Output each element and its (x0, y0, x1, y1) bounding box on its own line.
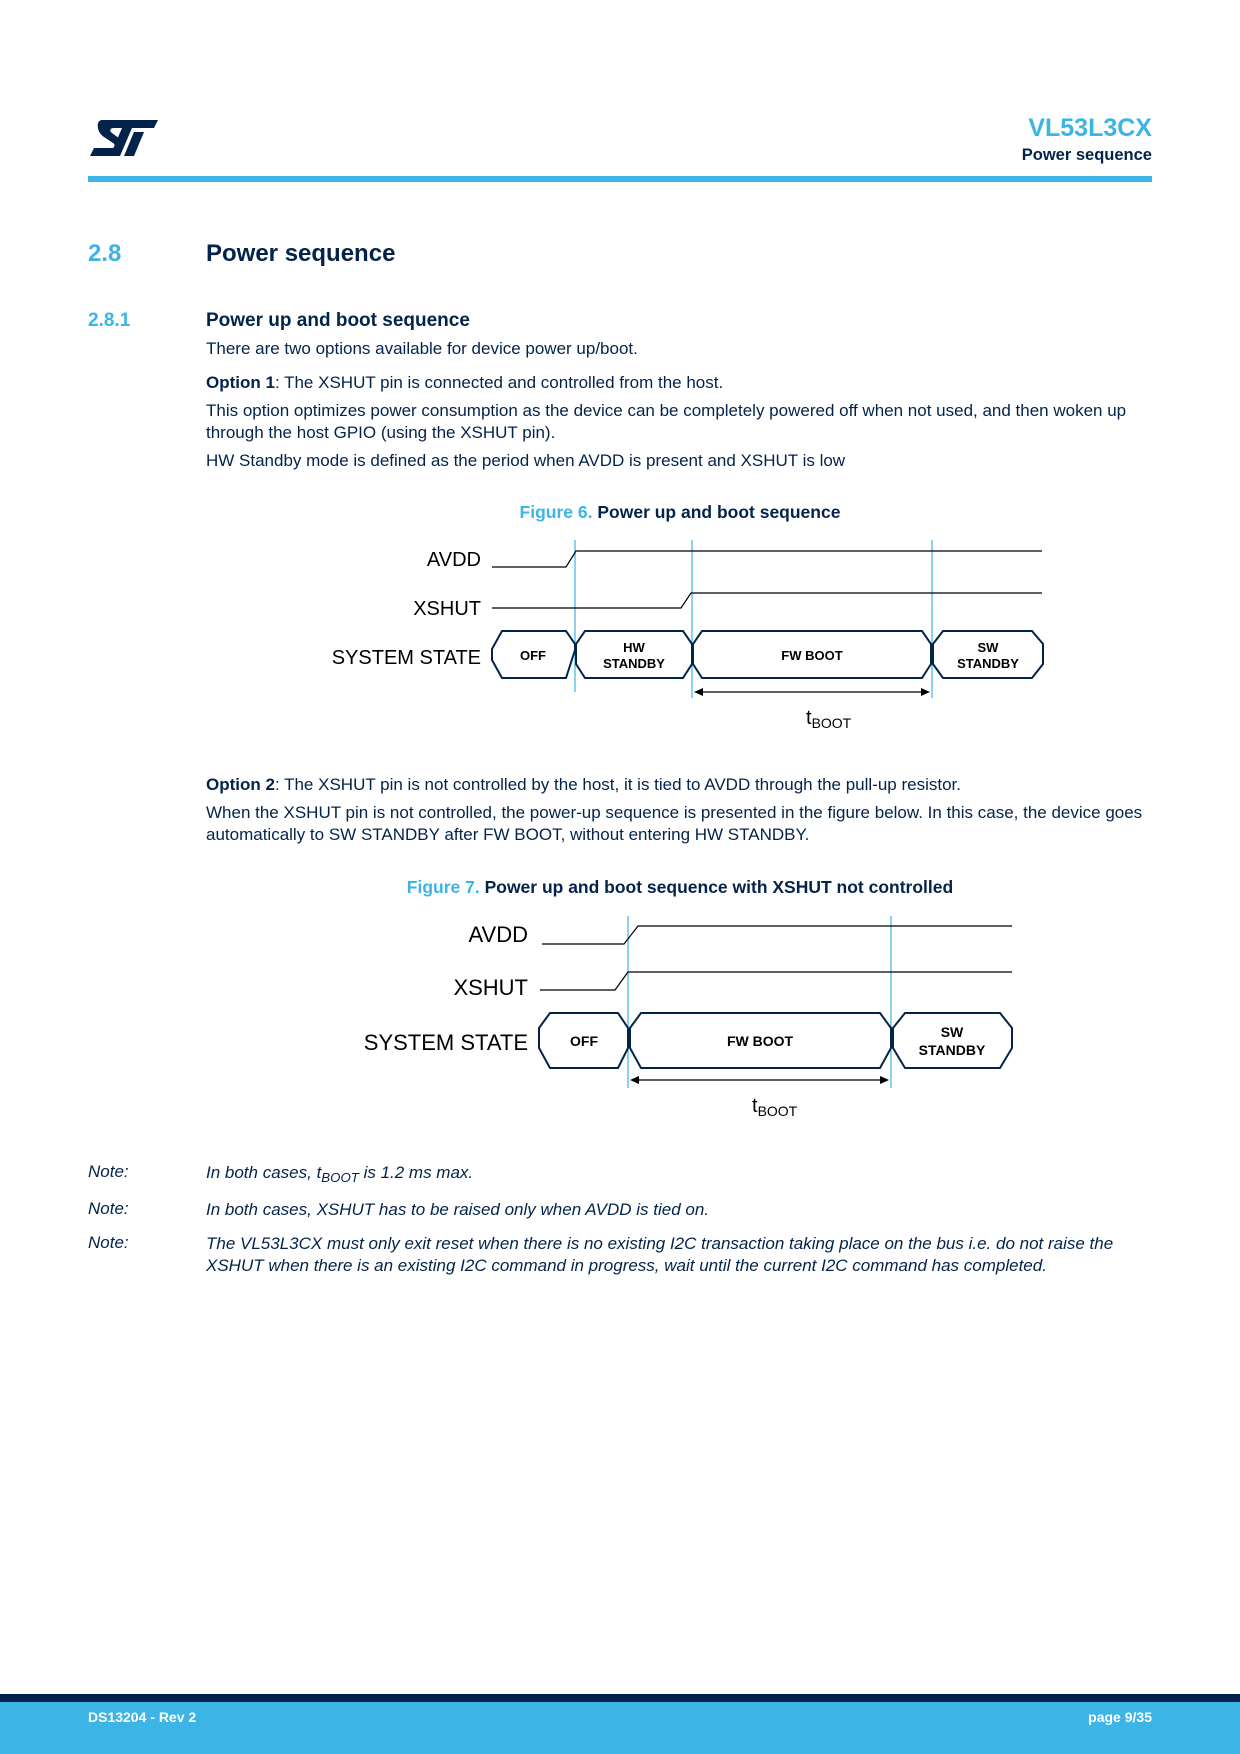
figure6-title: Power up and boot sequence (597, 502, 841, 522)
figure7-timing-diagram (0, 906, 1240, 1126)
option2-text: : The XSHUT pin is not controlled by the host, it is tied to AVDD through the pull-up resistor. (274, 775, 961, 794)
fig6-state-label: SW (977, 640, 999, 655)
fig7-state-sw-standby (893, 1013, 1012, 1068)
fig6-state-label: OFF (520, 648, 546, 663)
fig7-signal-xshut: XSHUT (453, 975, 528, 1000)
hw-standby-paragraph: HW Standby mode is defined as the period when AVDD is present and XSHUT is low (206, 451, 846, 470)
fig6-signal-avdd: AVDD (426, 549, 481, 571)
fig7-state-label: OFF (570, 1033, 598, 1049)
option2-label: Option 2 (206, 775, 275, 794)
st-logo (88, 118, 160, 158)
option1-paragraph (206, 372, 1146, 394)
fig7-signal-avdd: AVDD (468, 922, 528, 947)
section-number: 2.8 (88, 240, 122, 267)
fig6-state-label: STANDBY (603, 656, 665, 671)
figure6-number: Figure 6. (519, 502, 593, 522)
intro-paragraph: There are two options available for device power up/boot. (206, 339, 638, 358)
fig7-signal-system-state: SYSTEM STATE (363, 1030, 528, 1055)
note-text: The VL53L3CX must only exit reset when there is no existing I2C transaction taking place on the bus i.e. do not raise the XSHUT when there is an existing I2C command in progress, wait until the current I2C command has completed. (206, 1234, 1114, 1275)
figure6-timing-diagram (0, 530, 1240, 740)
note-label: Note: (88, 1162, 129, 1181)
fig7-avdd-waveform (542, 926, 1012, 944)
fig7-tboot-label: $t_{BOOT}$ (752, 1095, 798, 1119)
note-text: In both cases, $t_{BOOT}$ is 1.2 ms max. (206, 1163, 474, 1185)
option1-description: This option optimizes power consumption as the device can be completely powered off when not used, and then woken up through the host GPIO (using the XSHUT pin). (206, 401, 1127, 442)
note-label: Note: (88, 1233, 129, 1252)
fig6-tboot-label: $t_{BOOT}$ (806, 707, 852, 731)
fig7-arrowhead-right (880, 1076, 889, 1084)
section-header-label: Power sequence (1021, 146, 1152, 164)
document-revision: DS13204 - Rev 2 (88, 1709, 197, 1725)
option1-text: : The XSHUT pin is connected and controlled from the host. (274, 373, 724, 392)
note-label: Note: (88, 1199, 129, 1218)
option1-label: Option 1 (206, 373, 275, 392)
option2-paragraph (206, 774, 1146, 796)
fig6-signal-xshut: XSHUT (413, 598, 481, 620)
option2-description: When the XSHUT pin is not controlled, the power-up sequence is presented in the figure below. In this case, the device goes automatically to SW STANDBY after FW BOOT, without entering HW STANDBY. (206, 803, 1143, 844)
figure7-caption (0, 877, 1240, 898)
page-number: page 9/35 (1088, 1709, 1152, 1725)
fig6-arrowhead-right (921, 688, 930, 696)
subsection-title: Power up and boot sequence (206, 310, 470, 331)
figure7-number: Figure 7. (406, 877, 480, 897)
header-rule (88, 176, 1152, 182)
fig7-arrowhead-left (630, 1076, 639, 1084)
fig7-state-label: STANDBY (918, 1042, 986, 1058)
figure6-caption (0, 502, 1240, 523)
fig6-arrowhead-left (694, 688, 703, 696)
footer-rule (0, 1694, 1240, 1702)
document-title: VL53L3CX (1028, 114, 1152, 142)
fig7-state-label: SW (940, 1024, 964, 1040)
fig6-state-label: STANDBY (957, 656, 1019, 671)
fig7-state-label: FW BOOT (726, 1033, 794, 1049)
subsection-number: 2.8.1 (88, 310, 131, 331)
fig7-xshut-waveform (540, 972, 1012, 990)
fig6-signal-system-state: SYSTEM STATE (331, 647, 481, 669)
note-text: In both cases, XSHUT has to be raised only when AVDD is tied on. (206, 1200, 710, 1219)
section-title: Power sequence (206, 240, 396, 267)
fig6-state-label: HW (623, 640, 645, 655)
fig6-state-label: FW BOOT (781, 648, 843, 663)
figure7-title: Power up and boot sequence with XSHUT not controlled (484, 877, 954, 897)
